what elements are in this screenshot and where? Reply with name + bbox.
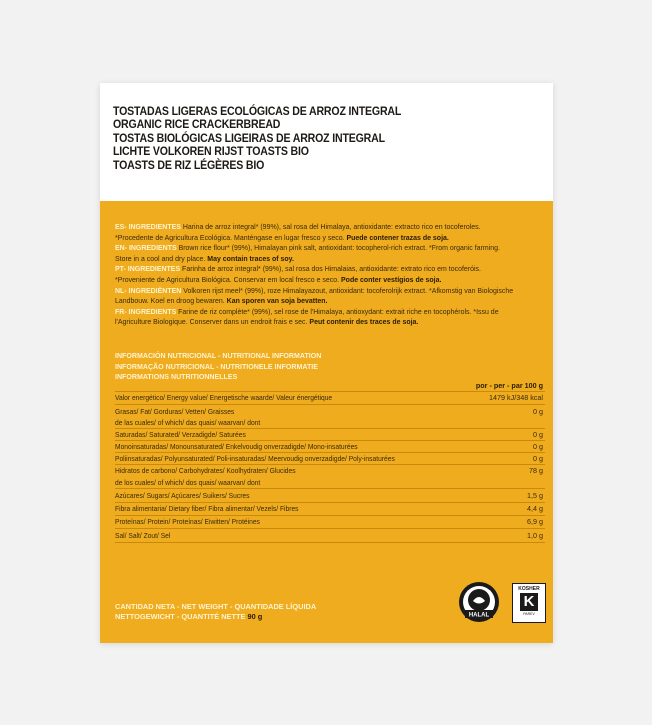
- title-es: TOSTADAS LIGERAS ECOLÓGICAS DE ARROZ INTEGRAL: [113, 104, 402, 118]
- ingredients-en-label: EN- INGREDIENTS: [115, 243, 177, 253]
- title-en: ORGANIC RICE CRACKERBREAD: [113, 117, 281, 132]
- title-pt: TOSTAS BIOLÓGICAS LIGEIRAS DE ARROZ INTEGRAL: [113, 130, 385, 145]
- ingredients-nl-label: NL- INGREDIËNTEN: [115, 285, 182, 295]
- ingredients-fr-line2: l'Agriculture Biologique. Conserver dans un endroit frais e sec. Peut contenir des traces de soja.: [115, 317, 419, 327]
- kosher-logo-title: KOSHER: [518, 586, 540, 592]
- ingredients-pt-line2: *Proveniente de Agricultura Biológica. Conservar em local fresco e seco. Pode conter vestígios de soja.: [115, 274, 442, 284]
- nutrition-row-carbs-of-which: de los cuales/ of which/ dos quais/ waarvan/ dont: [115, 478, 261, 487]
- nutrition-title-pt-nl: INFORMAÇÃO NUTRICIONAL - NUTRITIONELE INFORMATIE: [115, 361, 318, 371]
- allergen-warning-pt: Pode conter vestígios de soja.: [341, 274, 442, 284]
- nutrition-table: [115, 351, 545, 540]
- nutrition-row-carbs: Hidratos de carbono/ Carbohydrates/ Koolhydraten/ Glucides 78 g: [115, 466, 543, 475]
- ingredients-fr-label: FR- INGREDIENTS: [115, 306, 177, 316]
- ingredients-es-label: ES- INGREDIENTES: [115, 222, 181, 231]
- nutrition-row-poly: Poliinsaturadas/ Polyunsaturated/ Poli-insaturadas/ Meervoudig onverzadigde/ Poly-insaturées 0 g: [115, 454, 543, 463]
- nutrition-row-fat: Grasas/ Fat/ Gorduras/ Vetten/ Graisses 0 g: [115, 407, 543, 416]
- nutrition-row-fibre: Fibra alimentaria/ Dietary fiber/ Fibra alimentar/ Vezels/ Fibres 4,4 g: [115, 504, 543, 513]
- ingredients-en-line1: EN- INGREDIENTS Brown rice flour* (99%), Himalayan pink salt, antioxidant: tocopherol-rich extract. *From organic farming.: [115, 243, 500, 253]
- title-fr: TOASTS DE RIZ LÉGÈRES BIO: [113, 157, 265, 172]
- ingredients-nl-line1: NL- INGREDIËNTEN Volkoren rijst meel* (99%), roze Himalayazout, antioxidant: tocoferolrijk extract. *Afkomstig van Biologische: [115, 285, 514, 295]
- row-divider: [115, 428, 545, 429]
- nutrition-row-protein: Proteínas/ Protein/ Proteínas/ Eiwitten/ Protéines 6,9 g: [115, 517, 543, 526]
- net-weight-block: [115, 602, 355, 622]
- kosher-k-icon: K: [520, 593, 538, 611]
- ingredients-pt-label: PT- INGREDIENTES: [115, 264, 181, 274]
- row-divider: [115, 542, 545, 543]
- nutrition-row-fat-of-which: de las cuales/ of which/ das quais/ waarvan/ dont: [115, 418, 261, 427]
- nutrition-title-es-en: INFORMACIÓN NUTRICIONAL - NUTRITIONAL INFORMATION: [115, 351, 322, 360]
- row-divider: [115, 440, 545, 441]
- row-divider: [115, 528, 545, 529]
- row-divider: [115, 452, 545, 453]
- row-divider: [115, 515, 545, 516]
- net-weight-line-2: NETTOGEWICHT - QUANTITÉ NETTE 90 g: [115, 612, 263, 621]
- ingredients-es-line1: ES- INGREDIENTES Harina de arroz integral* (99%), sal rosa del Himalaya, antioxidante: extracto rico en tocoferoles.: [115, 222, 481, 231]
- row-divider: [115, 488, 545, 489]
- allergen-warning-fr: Peut contenir des traces de soja.: [309, 317, 419, 327]
- title-nl: LICHTE VOLKOREN RIJST TOASTS BIO: [113, 144, 309, 159]
- halal-logo: [456, 580, 502, 626]
- allergen-warning-en: May contain traces of soy.: [207, 253, 294, 263]
- content-layer: [100, 83, 553, 643]
- ingredients-es-line2: *Procedente de Agricultura Ecológica. Manténgase en lugar fresco y seco. Puede contener trazas de soja.: [115, 232, 449, 242]
- kosher-logo-sub: PAREV: [523, 612, 535, 616]
- halal-seal-icon: [456, 580, 502, 626]
- ingredients-en-line2: Store in a cool and dry place. May contain traces of soy.: [115, 253, 294, 263]
- nutrition-title-fr: INFORMATIONS NUTRITIONNELLES: [115, 372, 238, 381]
- nutrition-row-sugars: Azúcares/ Sugars/ Açúcares/ Suikers/ Sucres 1,5 g: [115, 491, 543, 500]
- allergen-warning-nl: Kan sporen van soja bevatten.: [226, 296, 328, 306]
- nutrition-row-energy: Valor energético/ Energy value/ Energetische waarde/ Valeur énergétique 1479 kJ/348 kcal: [115, 393, 543, 402]
- row-divider: [115, 464, 545, 465]
- net-weight-value: 90 g: [247, 612, 263, 621]
- kosher-logo: [512, 583, 546, 623]
- ingredients-nl-line2: Landbouw. Koel en droog bewaren. Kan sporen van soja bevatten.: [115, 296, 328, 306]
- ingredients-block: [115, 222, 545, 328]
- nutrition-row-mono: Monoinsaturadas/ Monounsaturated/ Enkelvoudig onverzadigde/ Mono-insaturées 0 g: [115, 442, 543, 451]
- per-100g-header: por - per - par 100 g: [475, 381, 543, 390]
- row-divider: [115, 404, 545, 405]
- nutrition-row-saturated: Saturadas/ Saturated/ Verzadigde/ Saturées 0 g: [115, 430, 543, 439]
- row-divider: [115, 502, 545, 503]
- allergen-warning-es: Puede contener trazas de soja.: [346, 232, 449, 242]
- ingredients-fr-line1: FR- INGREDIENTS Farine de riz complète* (99%), sel rose de l'Himalaya, antioxydant: extrait riche en tocophérols. *Issu de: [115, 306, 499, 316]
- row-divider: [115, 391, 545, 392]
- net-weight-label-1: CANTIDAD NETA - NET WEIGHT - QUANTIDADE LÍQUIDA: [115, 602, 317, 611]
- ingredients-pt-line1: PT- INGREDIENTES Farinha de arroz integral* (99%), sal rosa dos Himalaias, antioxidante: extrato rico em tocoferóis.: [115, 264, 481, 274]
- halal-logo-text: HALAL: [468, 612, 490, 619]
- nutrition-row-salt: Sal/ Salt/ Zout/ Sel 1,0 g: [115, 531, 543, 540]
